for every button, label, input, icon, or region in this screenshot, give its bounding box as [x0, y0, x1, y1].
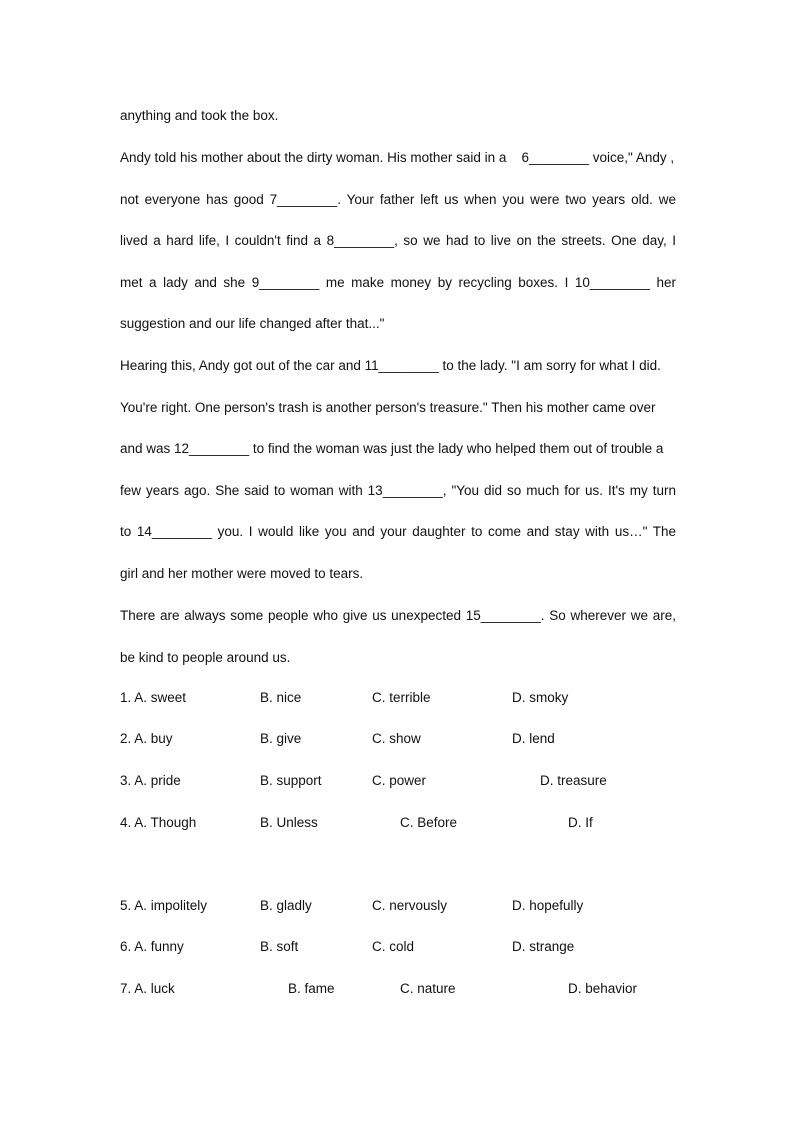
option-d: D. smoky	[512, 690, 569, 705]
option-c: C. Before	[400, 815, 458, 830]
option-c: C. cold	[372, 939, 415, 954]
passage-paragraph-1	[120, 95, 676, 137]
question-row-6	[0, 939, 794, 959]
passage-line: be kind to people around us.	[120, 649, 291, 665]
option-d: D. lend	[512, 731, 555, 746]
passage-line: girl and her mother were moved to tears.	[120, 565, 364, 581]
option-b: B. Unless	[260, 815, 318, 830]
passage-line: There are always some people who give us unexpected 15________. So wherever we are,	[120, 608, 676, 623]
passage-line: Hearing this, Andy got out of the car and 11________ to the lady. "I am sorry for what I did.	[120, 358, 661, 373]
option-b: B. fame	[288, 981, 335, 996]
option-c: C. power	[372, 773, 427, 788]
option-b: B. soft	[260, 939, 299, 954]
passage-line: and was 12________ to find the woman was just the lady who helped them out of trouble a	[120, 441, 664, 457]
passage-line: few years ago. She said to woman with 13________, "You did so much for us. It's my turn	[120, 482, 676, 498]
question-row-3	[0, 773, 794, 793]
passage-line: not everyone has good 7________. Your father left us when you were two years old. we	[120, 191, 676, 207]
passage-line: suggestion and our life changed after that..."	[120, 316, 385, 332]
option-c: C. terrible	[372, 690, 431, 705]
option-b: B. nice	[260, 690, 302, 705]
passage-line: met a lady and she 9________ me make money by recycling boxes. I 10________ her	[120, 274, 676, 290]
option-a: 7. A. luck	[120, 981, 175, 996]
option-d: D. hopefully	[512, 898, 584, 913]
question-row-5	[0, 898, 794, 918]
option-c: C. nervously	[372, 898, 448, 913]
option-a: 2. A. buy	[120, 731, 173, 746]
option-b: B. support	[260, 773, 322, 788]
passage-paragraph-3	[120, 345, 676, 595]
option-d: D. behavior	[568, 981, 638, 996]
passage-line: Andy told his mother about the dirty woman. His mother said in a 6________ voice," Andy ,	[120, 150, 675, 165]
question-row-1	[0, 690, 794, 710]
question-row-2	[0, 731, 794, 751]
option-d: D. strange	[512, 939, 575, 954]
option-a: 4. A. Though	[120, 815, 197, 830]
option-c: C. show	[372, 731, 421, 746]
option-d: D. If	[568, 815, 593, 830]
option-d: D. treasure	[540, 773, 607, 788]
passage-line: lived a hard life, I couldn't find a 8________, so we had to live on the streets. One day, I	[120, 233, 676, 249]
passage-paragraph-2	[120, 137, 676, 345]
passage-line: to 14________ you. I would like you and your daughter to come and stay with us…" The	[120, 524, 676, 540]
passage-paragraph-4	[120, 595, 676, 678]
option-c: C. nature	[400, 981, 456, 996]
option-a: 5. A. impolitely	[120, 898, 208, 913]
passage-line: You're right. One person's trash is another person's treasure." Then his mother came over	[120, 399, 656, 415]
option-a: 1. A. sweet	[120, 690, 187, 705]
option-a: 6. A. funny	[120, 939, 184, 954]
option-b: B. give	[260, 731, 302, 746]
passage-line: anything and took the box.	[120, 108, 279, 123]
question-row-7	[0, 981, 794, 1001]
option-a: 3. A. pride	[120, 773, 181, 788]
question-row-4	[0, 815, 794, 835]
option-b: B. gladly	[260, 898, 312, 913]
